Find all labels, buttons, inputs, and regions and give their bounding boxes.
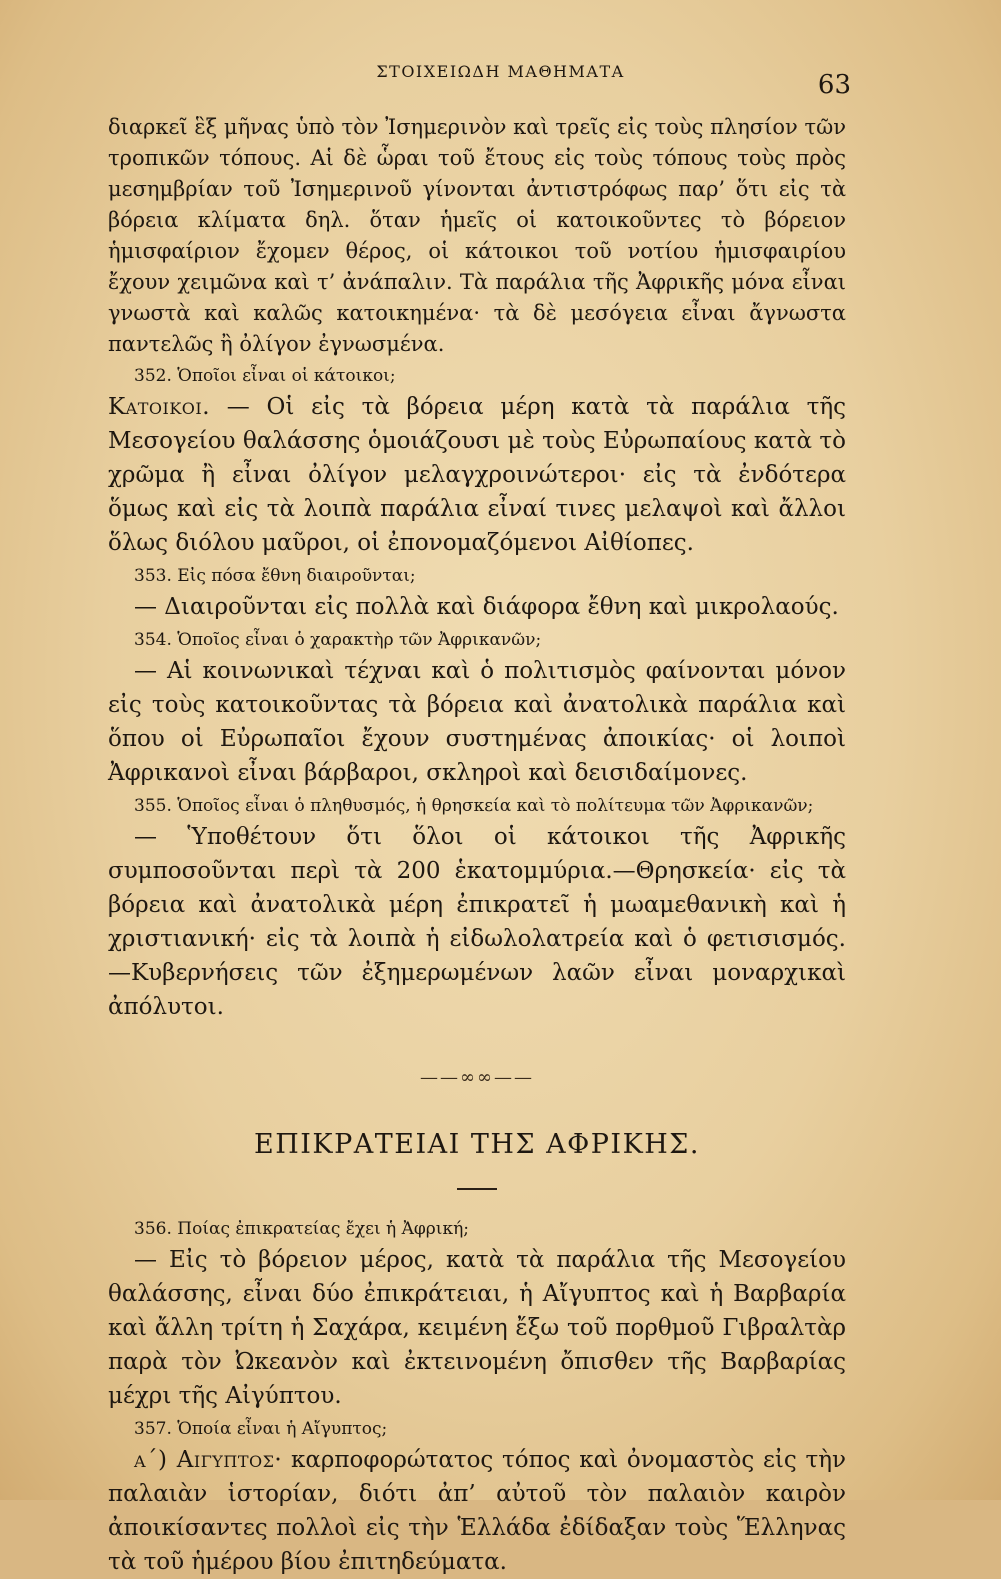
question-text: Ὁποῖος εἶναι ὁ χαρακτὴρ τῶν Ἀφρικανῶν; [177, 630, 542, 650]
paragraph-continuation: διαρκεῖ ἓξ μῆνας ὑπὸ τὸν Ἰσημερινὸν καὶ τρεῖς εἰς τοὺς πλησίον τῶν τροπικῶν τόπους. Αἱ δὲ ὧραι τοῦ ἔτους εἰς τοὺς τόπους τοὺς πρὸς μεσημβρίαν τοῦ Ἰσημερινοῦ γίνονται ἀντιστρόφως παρ’ ὅτι εἰς τὰ βόρεια κλίματα δηλ. ὅταν ἡμεῖς οἱ κατοικοῦντες τὸ βόρειον ἡμισφαίριον ἔχομεν θέρος, οἱ κάτοικοι τοῦ νοτίου ἡμισφαιρίου ἔχουν χειμῶνα καὶ τ’ ἀνάπαλιν. Τὰ παράλια τῆς Ἀφρικῆς μόνα εἶναι γνωστὰ καὶ καλῶς κατοικημένα· τὰ δὲ μεσόγεια εἶναι ἄγνωστα παντελῶς ἢ ὀλίγον ἐγνωσμένα. [108, 115, 846, 356]
page-number: 63 [817, 70, 851, 100]
question-356 [108, 1216, 846, 1243]
title-rule [457, 1188, 497, 1190]
question-number: 357. [134, 1419, 172, 1439]
answer-label: α΄) Αιγυπτος· [134, 1447, 283, 1473]
answer-text: καρποφορώτατος τόπος καὶ ὀνομαστὸς εἰς τὴν παλαιὰν ἱστορίαν, διότι ἀπ’ αὐτοῦ τὸν παλαιὸν καιρὸν ἀποικίσαντες πολλοὶ εἰς τὴν Ἑλλάδα ἐδίδαξαν τοὺς Ἕλληνας τὰ τοῦ ἡμέρου βίου ἐπιτηδεύματα. [108, 1447, 846, 1575]
question-number: 352. [134, 366, 172, 386]
main-text [108, 112, 846, 1579]
question-355 [108, 793, 846, 820]
question-353 [108, 563, 846, 590]
question-text: Ποίας ἐπικρατείας ἔχει ἡ Ἀφρική; [177, 1219, 470, 1239]
answer-354: — Αἱ κοινωνικαὶ τέχναι καὶ ὁ πολιτισμὸς φαίνονται μόνον εἰς τοὺς κατοικοῦντας τὰ βόρεια καὶ ἀνατολικὰ παράλια καὶ ὅπου οἱ Εὐρωπαῖοι ἔχουν συστημένας ἀποικίας· οἱ λοιποὶ Ἀφρικανοὶ εἶναι βάρβαροι, σκληροὶ καὶ δεισιδαίμονες. [108, 658, 846, 786]
answer-357 [108, 1443, 846, 1579]
question-text: Ὁποία εἶναι ἡ Αἴγυπτος; [177, 1419, 388, 1439]
question-number: 355. [134, 796, 172, 816]
question-number: 354. [134, 630, 172, 650]
question-354 [108, 627, 846, 654]
ornament-divider: ——∞∞—— [420, 1067, 534, 1088]
answer-label: Κατοικοι. [108, 394, 211, 420]
question-text: Ὁποῖοι εἶναι οἱ κάτοικοι; [177, 366, 396, 386]
answer-356: — Εἰς τὸ βόρειον μέρος, κατὰ τὰ παράλια τῆς Μεσογείου θαλάσσης, εἶναι δύο ἐπικράτειαι, ἡ Αἴγυπτος καὶ ἡ Βαρβαρία καὶ ἄλλη τρίτη ἡ Σαχάρα, κειμένη ἔξω τοῦ πορθμοῦ Γιβραλτὰρ παρὰ τὸν Ὠκεανὸν καὶ ἐκτεινομένη ὄπισθεν τῆς Βαρβαρίας μέχρι τῆς Αἰγύπτου. [108, 1247, 846, 1409]
question-352 [108, 363, 846, 390]
section-title: ΕΠΙΚΡΑΤΕΙΑΙ ΤΗΣ ΑΦΡΙΚΗΣ. [254, 1129, 700, 1160]
answer-text: — Οἱ εἰς τὰ βόρεια μέρη κατὰ τὰ παράλια τῆς Μεσογείου θαλάσσης ὁμοιάζουσι μὲ τοὺς Εὐρωπαίους κατὰ τὸ χρῶμα ἢ εἶναι ὀλίγον μελαγχροινώτεροι· εἰς τὰ ἐνδότερα ὅμως καὶ εἰς τὰ λοιπὰ παράλια εἶναί τινες μελαψοὶ καὶ ἄλλοι ὅλως διόλου μαῦροι, οἱ ἐπονομαζόμενοι Αἰθίοπες. [108, 394, 847, 556]
question-357 [108, 1416, 846, 1443]
running-head: ΣΤΟΙΧΕΙΩΔΗ ΜΑΘΗΜΑΤΑ [376, 62, 625, 81]
question-number: 356. [134, 1219, 172, 1239]
answer-353: — Διαιροῦνται εἰς πολλὰ καὶ διάφορα ἔθνη καὶ μικρολαούς. [134, 594, 839, 620]
question-text: Εἰς πόσα ἔθνη διαιροῦνται; [177, 566, 416, 586]
answer-352 [108, 390, 846, 560]
question-text: Ὁποῖος εἶναι ὁ πληθυσμός, ἡ θρησκεία καὶ τὸ πολίτευμα τῶν Ἀφρικανῶν; [177, 796, 814, 816]
answer-355: — Ὑποθέτουν ὅτι ὅλοι οἱ κάτοικοι τῆς Ἀφρικῆς συμποσοῦνται περὶ τὰ 200 ἑκατομμύρια.—Θρησκεία· εἰς τὰ βόρεια καὶ ἀνατολικὰ μέρη ἐπικρατεῖ ἡ μωαμεθανικὴ καὶ ἡ χριστιανική· εἰς τὰ λοιπὰ ἡ εἰδωλολατρεία καὶ ὁ φετισισμός.—Κυβερνήσεις τῶν ἐξημερωμένων λαῶν εἶναι μοναρχικαὶ ἀπόλυτοι. [108, 824, 846, 1020]
question-number: 353. [134, 566, 172, 586]
